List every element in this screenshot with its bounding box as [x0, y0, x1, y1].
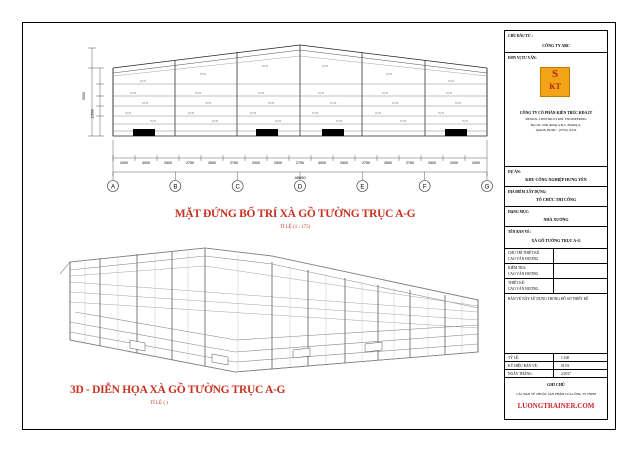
- sig3-label: THIẾT KẾ:: [508, 281, 526, 285]
- bottom-dim-13: 4500: [384, 161, 392, 165]
- svg-text:XGT2: XGT2: [258, 92, 265, 95]
- logo-letters-kt: KT: [549, 82, 561, 91]
- owner-value: CÔNG TY ABC: [542, 43, 570, 48]
- info-code-label: KÝ HIỆU BẢN VẼ:: [508, 364, 538, 368]
- axis-label-A: A: [110, 184, 116, 191]
- svg-text:XGT1: XGT1: [322, 65, 329, 68]
- sig2-name: CAO VĂN HƯƠNG: [508, 272, 539, 276]
- svg-text:XGT1: XGT1: [200, 73, 207, 76]
- item-label: HẠNG MỤC:: [508, 210, 530, 214]
- axis-label-E: E: [360, 184, 365, 191]
- company-logo: [540, 67, 570, 97]
- location-cell: [505, 187, 607, 207]
- owner-label: CHỦ ĐẦU TƯ :: [508, 34, 533, 38]
- company-address: Địa chỉ: 1000 đường A.B.C, Phường A.: [530, 123, 582, 127]
- axis-label-G: G: [484, 184, 490, 191]
- bottom-dim-17: 2000: [472, 161, 480, 165]
- bottom-dim-14: 2750: [406, 161, 414, 165]
- left-dim-1: 5000: [81, 92, 86, 100]
- info-code-value: 01/01: [561, 364, 570, 368]
- svg-text:XGT3: XGT3: [330, 102, 337, 105]
- info-date-value: 2/2017: [561, 372, 571, 376]
- signature-row-2: [505, 264, 607, 279]
- bottom-dim-12: 2750: [362, 161, 370, 165]
- axis-label-B: B: [173, 184, 178, 191]
- bottom-dim-9: 2750: [296, 161, 304, 165]
- svg-text:XGT4: XGT4: [250, 112, 257, 115]
- elevation-scale: TỈ LỆ (1 : 175): [279, 225, 311, 230]
- bottom-dim-16: 2000: [450, 161, 458, 165]
- svg-text:XGT1: XGT1: [262, 65, 269, 68]
- info-scale-value: 1:100: [561, 356, 570, 360]
- drawing-name-cell: [505, 227, 607, 249]
- title-block: [504, 30, 608, 420]
- drawing-value: XÀ GỒ TƯỜNG TRỤC A-G: [531, 238, 581, 243]
- left-dim-2: 11500: [90, 109, 95, 119]
- item-cell: [505, 207, 607, 227]
- svg-text:XGT4: XGT4: [150, 120, 157, 123]
- signature-row-1: [505, 249, 607, 264]
- svg-text:XGT2: XGT2: [318, 92, 325, 95]
- info-row-scale: [505, 354, 607, 362]
- signature-row-3: [505, 279, 607, 294]
- svg-text:XGT3: XGT3: [268, 102, 275, 105]
- bottom-dim-11: 2500: [340, 161, 348, 165]
- bottom-dim-10: 3000: [318, 161, 326, 165]
- sig1-label: CHỦ TRÌ THIẾT KẾ:: [508, 251, 541, 255]
- sig1-name: CAO VĂN HƯƠNG: [508, 257, 539, 261]
- svg-text:XGT1: XGT1: [386, 73, 393, 76]
- company-name: CÔNG TY CỔ PHẦN KIẾN TRÚC KĐA.IT: [519, 111, 593, 115]
- notes-cell: [505, 378, 607, 419]
- svg-text:XGT4: XGT4: [212, 120, 219, 123]
- item-value: NHÀ XƯỞNG: [543, 217, 569, 222]
- location-value: TỔ CHỨC THI CÔNG: [535, 197, 577, 202]
- svg-text:XGT4: XGT4: [275, 120, 282, 123]
- drawing-label: TÊN BẢN VẼ:: [508, 230, 531, 234]
- svg-text:XGT4: XGT4: [400, 120, 407, 123]
- svg-text:XGT4: XGT4: [336, 120, 343, 123]
- company-address-2: Quận B, HCMC - (0756) 11234: [535, 128, 577, 132]
- svg-text:XGT4: XGT4: [188, 112, 195, 115]
- sig2-label: KIỂM TRA:: [508, 266, 527, 270]
- sig3-name: CAO VĂN HƯƠNG: [508, 287, 539, 291]
- svg-text:XGT2: XGT2: [382, 92, 389, 95]
- svg-text:XGT4: XGT4: [312, 112, 319, 115]
- svg-text:XGT3: XGT3: [455, 102, 462, 105]
- project-cell: [505, 167, 607, 187]
- website-link[interactable]: LUONGTRAINER.COM: [517, 402, 595, 410]
- elevation-title: MẶT ĐỨNG BỐ TRÍ XÀ GỒ TƯỜNG TRỤC A-G: [174, 208, 416, 220]
- bottom-dim-3: 2500: [164, 161, 172, 165]
- axis-label-C: C: [235, 184, 240, 191]
- svg-text:XGT4: XGT4: [462, 120, 469, 123]
- svg-text:XGT2: XGT2: [446, 92, 453, 95]
- bottom-dim-1: 2000: [120, 161, 128, 165]
- svg-text:XGT4: XGT4: [438, 112, 445, 115]
- svg-text:XGT4: XGT4: [375, 112, 382, 115]
- view-3d-scale: TỈ LỆ ( ): [150, 401, 168, 406]
- note-cell: [505, 294, 607, 354]
- svg-text:XGT3: XGT3: [205, 102, 212, 105]
- company-sub: DESIGN. CONSTRUCTION. ENGINEERING: [525, 117, 587, 121]
- bottom-dim-5: 4500: [208, 161, 216, 165]
- info-date-label: NGÀY THÁNG:: [508, 372, 533, 376]
- svg-text:XGT2: XGT2: [195, 92, 202, 95]
- designer-cell: [505, 53, 607, 167]
- svg-text:XGT2: XGT2: [130, 92, 137, 95]
- notes-text: CÁC BẢN VẼ THUỘC SẢN PHẨM CỦA CÔNG TY TNHH: [516, 392, 596, 396]
- logo-letter-s: S: [551, 68, 559, 80]
- total-dimension: 48000: [294, 175, 306, 180]
- designer-label: ĐƠN VỊ TƯ VẤN:: [508, 56, 537, 60]
- owner-cell: [505, 31, 607, 53]
- note-text: BẢN VẼ NÀY SỬ DỤNG TRONG HỒ SƠ THIẾT KẾ: [508, 297, 589, 301]
- info-row-code: [505, 362, 607, 370]
- bottom-dim-4: 2750: [186, 161, 194, 165]
- notes-label: GHI CHÚ: [547, 382, 565, 387]
- svg-text:XGT4: XGT4: [125, 112, 132, 115]
- info-scale-label: TỶ LỆ:: [508, 356, 520, 360]
- bottom-dim-7: 2000: [252, 161, 260, 165]
- svg-text:XGT3: XGT3: [142, 102, 149, 105]
- view-3d-title: 3D - DIỄN HỌA XÀ GỒ TƯỜNG TRỤC A-G: [70, 384, 286, 396]
- bottom-dim-2: 3000: [142, 161, 150, 165]
- svg-text:XGT1: XGT1: [140, 80, 147, 83]
- bottom-dim-6: 2750: [230, 161, 238, 165]
- project-value: KHU CÔNG NGHIỆP HƯNG YÊN: [525, 177, 587, 182]
- bottom-dim-8: 2500: [274, 161, 282, 165]
- axis-label-D: D: [297, 184, 303, 191]
- svg-text:XGT1: XGT1: [448, 80, 455, 83]
- axis-label-F: F: [422, 184, 427, 191]
- svg-text:XGT3: XGT3: [392, 102, 399, 105]
- bottom-dim-15: 2500: [428, 161, 436, 165]
- info-row-date: [505, 370, 607, 378]
- location-label: ĐỊA ĐIỂM XÂY DỰNG:: [508, 190, 547, 194]
- project-label: DỰ ÁN:: [508, 170, 521, 174]
